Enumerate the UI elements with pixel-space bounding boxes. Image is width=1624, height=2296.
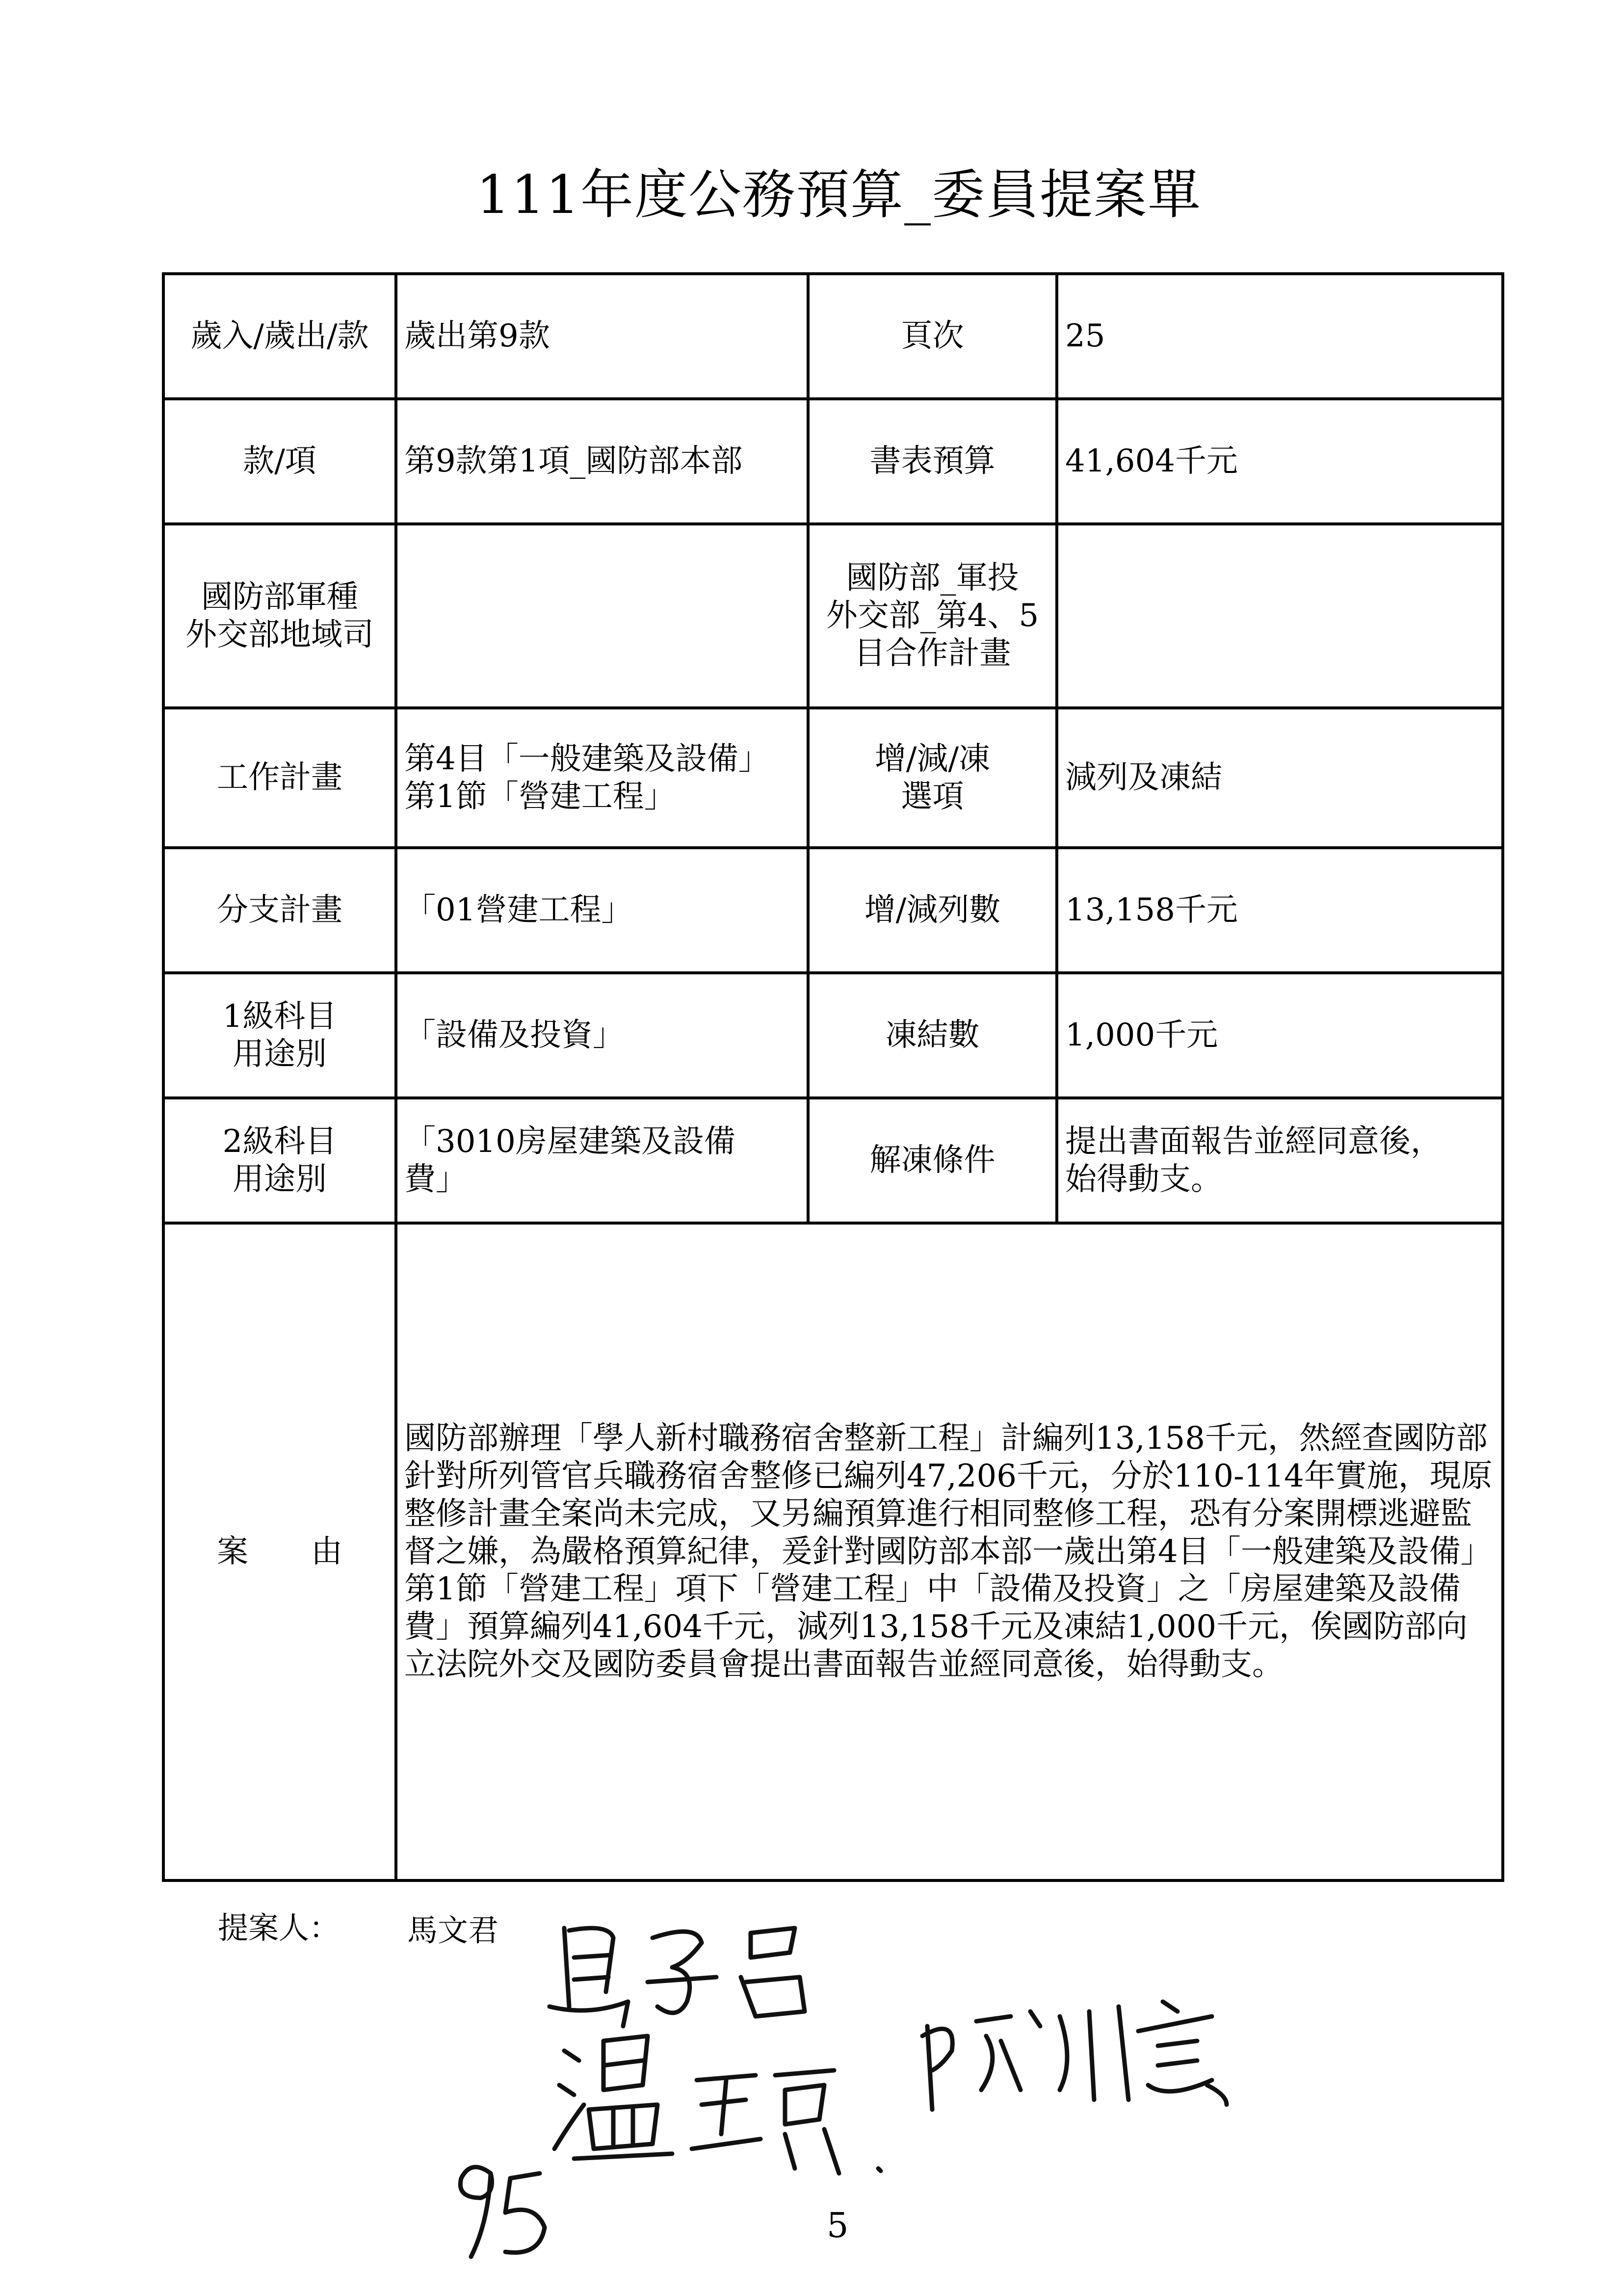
- signature-chen-yi-hsin: [922, 2002, 1227, 2110]
- reason-label: 案 由: [163, 1223, 396, 1880]
- field-value: 「設備及投資」: [396, 973, 808, 1098]
- signature-wen-yu-hsia: [554, 2036, 881, 2173]
- field-value: 歲出第9款: [396, 274, 808, 399]
- handwritten-number: [460, 2167, 545, 2257]
- reason-text: 國防部辦理「學人新村職務宿舍整新工程」計編列13,158千元，然經查國防部針對所列管官兵職務宿舍整修已編列47,206千元，分於110-114年實施，現原整修計畫全案尚未完成，又另編預算進行相同整修工程，恐有分案開標逃避監督之嫌，為嚴格預算紀律，爰針對國防部本部一歲出第4目「一般建築及設備」第1節「營建工程」項下「營建工程」中「設備及投資」之「房屋建築及設備費」預算編列41,604千元，減列13,158千元及凍結1,000千元，俟國防部向立法院外交及國防委員會提出書面報告並經同意後，始得動支。: [396, 1223, 1503, 1880]
- field-label: 增/減列數: [808, 848, 1057, 973]
- field-label: 解凍條件: [808, 1098, 1057, 1223]
- field-label: 1級科目 用途別: [163, 973, 396, 1098]
- page-number: 5: [827, 2205, 849, 2245]
- field-value: 25: [1057, 274, 1503, 399]
- field-label: 增/減/凍 選項: [808, 708, 1057, 848]
- field-label: 書表預算: [808, 399, 1057, 524]
- field-value: 提出書面報告並經同意後， 始得動支。: [1057, 1098, 1503, 1223]
- field-value: 13,158千元: [1057, 848, 1503, 973]
- field-label: 頁次: [808, 274, 1057, 399]
- signature-ma-wen-chun: [550, 1928, 805, 2026]
- field-label: 工作計畫: [163, 708, 396, 848]
- field-label: 凍結數: [808, 973, 1057, 1098]
- field-value: 1,000千元: [1057, 973, 1503, 1098]
- field-value: 「01營建工程」: [396, 848, 808, 973]
- field-label: 歲入/歲出/款: [163, 274, 396, 399]
- proposer-label: 提案人：: [218, 1910, 340, 1946]
- field-label: 分支計畫: [163, 848, 396, 973]
- page-title: 111年度公務預算_委員提案單: [476, 164, 1202, 226]
- field-value: 減列及凍結: [1057, 708, 1503, 848]
- field-value: 41,604千元: [1057, 399, 1503, 524]
- field-label: 國防部軍種 外交部地域司: [163, 524, 396, 708]
- field-label: 2級科目 用途別: [163, 1098, 396, 1223]
- proposer-name: 馬文君: [407, 1912, 499, 1948]
- field-value: 「3010房屋建築及設備 費」: [396, 1098, 808, 1223]
- field-label: 款/項: [163, 399, 396, 524]
- field-value: 第4目「一般建築及設備」 第1節「營建工程」: [396, 708, 808, 848]
- field-value: 第9款第1項_國防部本部: [396, 399, 808, 524]
- field-label: 國防部_軍投 外交部_第4、5 目合作計畫: [808, 524, 1057, 708]
